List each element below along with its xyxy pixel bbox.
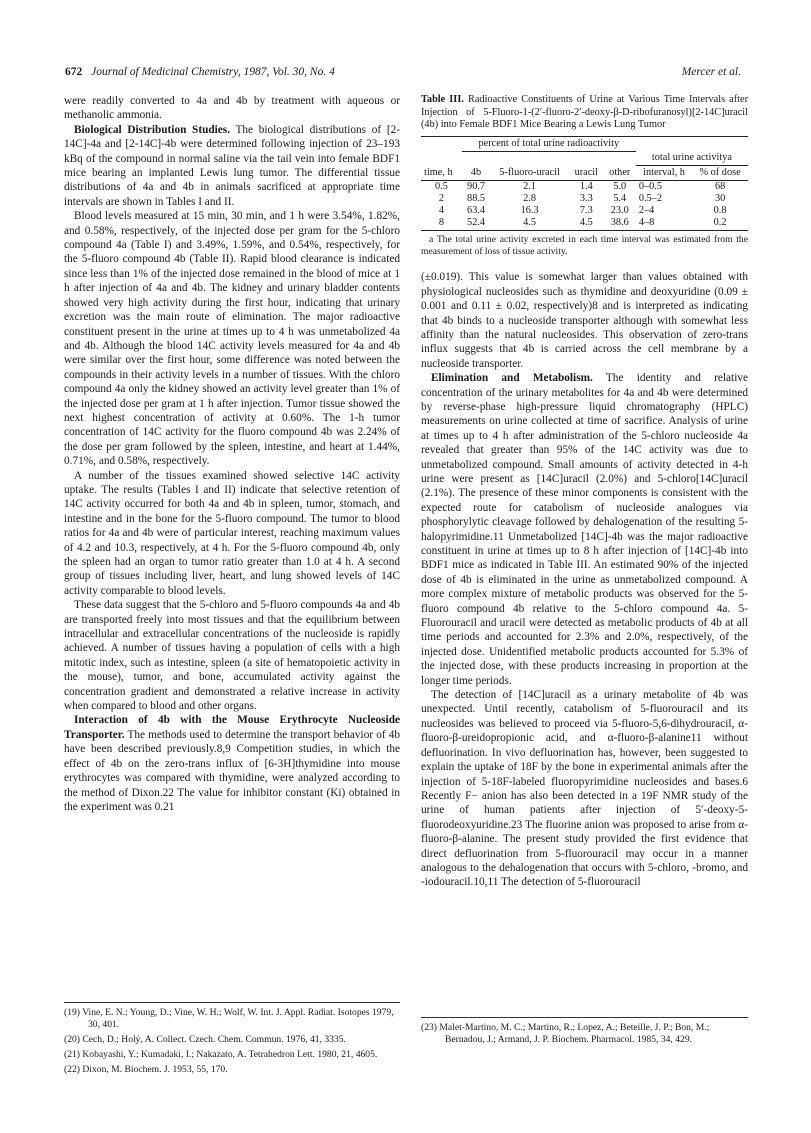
table-cell: 2.1 <box>523 181 537 193</box>
table-cell: 38.6 <box>610 217 629 229</box>
right-column <box>421 94 748 890</box>
table-cell: 4.5 <box>523 217 537 229</box>
header-left <box>65 66 335 78</box>
table-row <box>421 217 748 229</box>
reference: (23) Malet-Martino, M. C.; Martino, R.; Lopez, A.; Beteille, J. P.; Bon, M.; Bernadou, J.; Armand, J. P. Biochem. Pharmacol. 1985, 34, 429. <box>421 1022 710 1045</box>
paragraph: (±0.019). This value is somewhat larger than values obtained with physiological nucleosides such as thymidine and deoxyuridine (0.09 ± 0.001 and 0.11 ± 0.02, respectively)8 and is interpreted as indicating that 4b binds to a nucleoside transporter although with somewhat less affinity than the natural nucleosides. This observation of zero-trans influx suggests that 4b is carried across the cell membrane by a nucleoside transporter. <box>421 271 748 370</box>
table-cell: 7.3 <box>579 205 593 217</box>
table-total-header: total urine activitya <box>636 151 748 166</box>
table-cell: 30 <box>714 193 726 205</box>
left-column <box>64 94 400 814</box>
footnote-rule <box>421 1017 748 1018</box>
reference: (21) Kobayashi, Y.; Kumadaki, I.; Nakazato, A. Tetrahedron Lett. 1980, 21, 4605. <box>64 1049 378 1060</box>
reference: (19) Vine, E. N.; Young, D.; Vine, W. H.; Wolf, W. Int. J. Appl. Radiat. Isotopes 1979, 30, 401. <box>64 1007 394 1030</box>
table-cell: 52.4 <box>467 217 486 229</box>
header-authors: Mercer et al. <box>681 66 741 78</box>
table-group-header: percent of total urine radioactivity <box>462 136 636 151</box>
paragraph: The detection of [14C]uracil as a urinary metabolite of 4b was unexpected. Until recently, catabolism of 5-fluorouracil and its nucleosides was believed to proceed via 5-fluoro-5,6-dihydrouracil, α-fluoro-β-ureidopropionic acid, and α-fluoro-β-alanine11 without defluorination. In vivo defluorination has, however, been suggested to explain the uptake of 18F by the bone in experimental animals after the injection of 5-18F-labeled fluoropyrimidine nucleosides and bases.6 Recently F− anion has also been detected in a 19F NMR study of the urine of human patients after injection of 5′-deoxy-5-fluorodeoxyuridine.23 The fluorine anion was proposed to arise from α-fluoro-β-alanine. The present study provided the first evidence that direct defluorination from 5-fluorouracil may occur in a manner analogous to the dehalogenation that occurs with 5-chloro, -bromo, and -iodouracil.10,11 The detection of 5-fluorouracil <box>421 689 748 889</box>
table-cell: 90.7 <box>467 181 486 193</box>
table-cell: 4 <box>438 205 445 217</box>
table-cell: 0–0.5 <box>638 181 662 193</box>
table-cell: 0.2 <box>713 217 727 229</box>
table-cell: 5.4 <box>613 193 627 205</box>
table-cell: 68 <box>714 181 726 193</box>
reference: (22) Dixon, M. Biochem. J. 1953, 55, 170. <box>64 1064 228 1075</box>
table-cell: 63.4 <box>467 205 486 217</box>
table-cell: 2.8 <box>523 193 537 205</box>
paragraph: were readily converted to 4a and 4b by treatment with aqueous or methanolic ammonia. <box>64 95 400 122</box>
table-col-header: % of dose <box>692 166 748 181</box>
reference: (20) Cech, D.; Holý, A. Collect. Czech. Chem. Commun. 1976, 41, 3335. <box>64 1034 346 1045</box>
footnote-rule <box>64 1002 400 1003</box>
running-header <box>65 66 741 82</box>
table-cell: 4.5 <box>579 217 593 229</box>
paragraph: A number of the tissues examined showed selective 14C activity uptake. The results (Tables I and II) indicate that selective retention of 14C activity occurred for both 4a and 4b in spleen, tumor, stomach, and intestine and in the bone for the 5-fluoro compound. The tumor to blood ratios for 4a and 4b were of particular interest, reaching maximum values of 4.2 and 10.3, respectively, at 4 h. For the 5-fluoro compound 4b, only the spleen had an organ to tumor ratio greater than 1.0 at 4 h. A second group of tissues including liver, heart, and lung showed levels of 14C activity comparable to blood levels. <box>64 469 400 597</box>
paragraph: Blood levels measured at 15 min, 30 min, and 1 h were 3.54%, 1.82%, and 0.58%, respectively, of the injected dose per gram for the 5-chloro compound 4a (Table I) and 3.49%, 1.59%, and 0.54%, respectively, for the 5-fluoro compound 4b (Table II). Rapid blood clearance is indicated since less than 1% of the injected dose remained in the blood of mice at 1 h after injection of 4a and 4b. The kidney and urinary bladder contents showed very high activity during the first hour, indicating that urinary excretion was the main route of elimination. The major radioactive constituent present in the urine at times up to 4 h was unmetabolized 4a and 4b. Although the blood 14C activity levels measured for 4a and 4b were similar over the first hour, some difference was noted between the compounds in their activity levels in a number of tissues. With the chloro compound 4a only the kidney showed an activity level greater than 1% of the injected dose per gram at 1 h after injection. Tumor tissue showed the next highest concentration of activity at 0.60%. The 1-h tumor concentration of 14C activity for the fluoro compound 4b was 2.24% of the dose per gram followed by the spleen, intestine, and heart at 1.44%, 0.71%, and 0.58%, respectively. <box>64 210 400 468</box>
paragraph: These data suggest that the 5-chloro and 5-fluoro compounds 4a and 4b are transported freely into most tissues and that the equilibrium between intracellular and extracellular concentrations of the nucleoside is rapidly achieved. A number of tissues having a population of cells with a high mitotic index, such as intestine, spleen (a site of hematopoietic activity in the mouse), tumor, and bone, accumulated activity against the concentration gradient and demonstrated a relative increase in activity when compared to blood and other organs. <box>64 599 400 713</box>
references-left <box>64 1002 400 1079</box>
page-number: 672 <box>65 66 83 78</box>
table-cell: 0.5 <box>435 181 448 193</box>
table-row <box>421 205 748 217</box>
table-caption <box>421 94 748 132</box>
section-heading: Elimination and Metabolism. <box>431 372 593 385</box>
table-caption-text: Radioactive Constituents of Urine at Various Time Intervals after Injection of 5-Fluoro-1-(2′-fluoro-2′-deoxy-β-D-ribofuranosyl)[2-14C]uracil (4b) into Female BDF1 Mice Bearing a Lewis Lung Tumor <box>421 94 749 131</box>
table-col-header: 5-fluoro-uracil <box>490 166 569 181</box>
paragraph-bio-distribution <box>64 123 400 209</box>
table-cell: 88.5 <box>467 193 486 205</box>
table-footnote: a The total urine activity excreted in each time interval was estimated from the measurement of loss of tissue activity. <box>421 234 748 258</box>
table-cell: 2 <box>438 193 445 205</box>
table-cell: 2–4 <box>638 205 655 217</box>
table-cell: 1.4 <box>579 181 593 193</box>
paragraph-text: The identity and relative concentration of the urinary metabolites for 4a and 4b were determined by reverse-phase high-pressure liquid chromatography (HPLC) measurements on urine collected at time of sacrifice. Analysis of urine at times up to 4 h after administration of the 5-chloro nucleoside 4a revealed that greater than 95% of the 14C activity was due to unmetabolized compound. Small amounts of activity detected in 4-h urine were present as [14C]uracil (2.0%) and 5-chloro[14C]uracil (2.1%). The presence of these minor components is consistent with the expected route for catabolism of nucleoside analogues via phosphorylytic cleavage followed by dehalogenation of the resulting 5-halopyrimidine.11 Unmetabolized [14C]-4b was the major radioactive constituent in urine at times up to 8 h after injection of [14C]-4b into BDF1 mice as indicated in Table III. An estimated 90% of the injected dose of 4b is eliminated in the urine as unmetabolized compound. A more complex mixture of metabolic products was observed for the 5-fluoro compound 4b relative to the 5-chloro compound 4a. 5-Fluorouracil and uracil were detected as metabolic products of 4b at all time periods and accounted for 2.3% and 2.0%, respectively, of the injected dose. Unidentified metabolic products accounted for 5.3% of the injected dose, with these products increasing in proportion at the longer time periods. <box>421 372 748 687</box>
table-col-header: uracil <box>569 166 604 181</box>
journal-citation: Journal of Medicinal Chemistry, 1987, Vol. 30, No. 4 <box>91 66 335 78</box>
paragraph-text: The biological distributions of [2-14C]-4a and [2-14C]-4b were determined following injection of 23–193 kBq of the compound in normal saline via the tail vein into female BDF1 mice bearing an implanted Lewis lung tumor. The differential tissue distributions of 4a and 4b in animals sacrificed at appropriate time intervals are shown in Tables I and II. <box>64 123 400 208</box>
table-cell: 3.3 <box>579 193 593 205</box>
table-row <box>421 181 748 194</box>
table-cell: 5.0 <box>613 181 627 193</box>
table-3 <box>421 94 748 258</box>
table-3-grid <box>421 136 748 230</box>
table-col-header: other <box>604 166 636 181</box>
paragraph-interaction <box>64 713 400 814</box>
table-row <box>421 193 748 205</box>
table-label: Table III. <box>421 94 464 105</box>
paragraph-elimination <box>421 371 748 688</box>
table-cell: 8 <box>438 217 445 229</box>
section-heading: Biological Distribution Studies. <box>74 123 231 136</box>
table-cell: 0.5–2 <box>638 193 662 205</box>
table-col-header: time, h <box>421 166 462 181</box>
table-cell: 0.8 <box>713 205 727 217</box>
table-col-header: interval, h <box>636 166 692 181</box>
references-right <box>421 1017 748 1049</box>
paragraph-text: The methods used to determine the transport behavior of 4b have been described previously.8,9 Competition studies, in which the effect of 4b on the zero-trans influx of [6-3H]thymidine into mouse erythrocytes was compared with thymidine, were analyzed according to the method of Dixon.22 The value for inhibitor constant (Ki) obtained in the experiment was 0.21 <box>64 728 400 813</box>
table-cell: 23.0 <box>610 205 629 217</box>
table-col-header: 4b <box>462 166 490 181</box>
table-cell: 16.3 <box>520 205 539 217</box>
section-heading: Interaction of 4b with the Mouse Erythrocyte Nucleoside Transporter. <box>64 714 400 741</box>
table-cell: 4–8 <box>638 217 655 229</box>
table-body-wrap <box>421 136 748 232</box>
